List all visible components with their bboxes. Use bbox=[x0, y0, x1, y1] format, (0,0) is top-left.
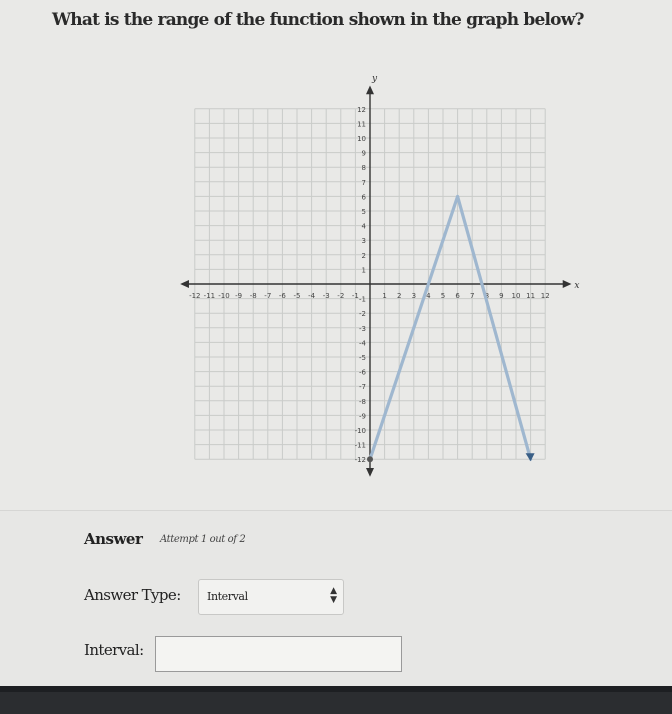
interval-input[interactable] bbox=[155, 636, 402, 672]
x-tick-label: 3 bbox=[411, 292, 417, 300]
x-tick-label: -8 bbox=[249, 292, 257, 300]
y-tick-label: -8 bbox=[359, 397, 366, 406]
y-tick-label: -6 bbox=[359, 368, 366, 377]
x-tick-label: 8 bbox=[484, 292, 490, 300]
y-tick-label: -4 bbox=[359, 339, 366, 348]
y-tick-label: 2 bbox=[361, 251, 366, 260]
x-tick-label: -9 bbox=[235, 292, 243, 300]
y-tick-label: 3 bbox=[361, 237, 366, 246]
y-tick-label: 12 bbox=[357, 105, 366, 114]
x-tick-label: 7 bbox=[469, 292, 475, 300]
x-tick-label: -12 bbox=[189, 292, 201, 300]
x-tick-label: -4 bbox=[308, 292, 316, 300]
x-tick-label: -1 bbox=[351, 292, 359, 300]
y-tick-label: 5 bbox=[361, 208, 366, 216]
attempt-counter: Attempt 1 out of 2 bbox=[160, 534, 246, 545]
answer-type-label: Answer Type: bbox=[84, 586, 181, 604]
x-tick-label: -6 bbox=[278, 292, 286, 300]
x-axis-arrow-icon bbox=[563, 280, 572, 288]
y-tick-label: -3 bbox=[359, 324, 366, 333]
x-tick-label: -3 bbox=[322, 292, 330, 300]
x-axis-label: x bbox=[574, 281, 580, 291]
y-axis-down-arrow-icon bbox=[366, 468, 374, 477]
y-tick-label: 10 bbox=[357, 135, 366, 143]
x-tick-label: -7 bbox=[264, 292, 272, 300]
y-axis-label: y bbox=[372, 74, 378, 85]
y-tick-label: -5 bbox=[359, 354, 366, 362]
y-tick-label: -2 bbox=[359, 310, 366, 319]
graph-svg bbox=[170, 70, 590, 490]
answer-type-select[interactable] bbox=[198, 579, 344, 615]
answer-type-value: Interval bbox=[207, 590, 248, 603]
interval-label: Interval: bbox=[84, 641, 144, 659]
y-tick-label: 1 bbox=[361, 266, 366, 275]
y-tick-label: 6 bbox=[361, 193, 366, 202]
y-tick-label: -9 bbox=[359, 412, 366, 421]
y-tick-label: -1 bbox=[359, 295, 366, 304]
y-tick-label: -11 bbox=[354, 441, 366, 450]
x-tick-label: -5 bbox=[293, 292, 301, 300]
y-tick-label: 7 bbox=[361, 178, 366, 187]
x-tick-label: 11 bbox=[526, 292, 536, 300]
end-arrow-icon bbox=[526, 453, 535, 461]
bottom-bar bbox=[0, 686, 672, 714]
question-text: What is the range of the function shown in the graph below? bbox=[52, 10, 584, 30]
y-tick-label: 9 bbox=[361, 149, 366, 158]
function-graph bbox=[170, 70, 590, 490]
y-tick-label: -10 bbox=[354, 427, 366, 435]
x-tick-label: -11 bbox=[203, 292, 216, 300]
x-tick-label: 4 bbox=[426, 292, 431, 300]
x-axis-left-arrow-icon bbox=[180, 280, 189, 288]
x-tick-label: 5 bbox=[440, 292, 446, 300]
select-arrows-icon: ▲ ▼ bbox=[330, 586, 337, 605]
x-tick-label: 10 bbox=[511, 292, 521, 300]
answer-panel bbox=[0, 510, 672, 687]
y-axis-arrow-icon bbox=[366, 85, 374, 94]
y-tick-label: -7 bbox=[359, 383, 366, 392]
answer-title: Answer bbox=[84, 530, 143, 548]
start-point-marker bbox=[367, 456, 373, 462]
x-tick-label: 1 bbox=[382, 292, 387, 300]
x-tick-label: 6 bbox=[455, 292, 460, 300]
x-tick-label: 2 bbox=[396, 292, 402, 300]
y-tick-label: -12 bbox=[354, 456, 366, 465]
x-tick-label: -10 bbox=[218, 292, 230, 300]
y-tick-label: 4 bbox=[361, 222, 366, 231]
x-tick-label: -2 bbox=[337, 292, 345, 300]
x-tick-label: 12 bbox=[540, 292, 550, 300]
x-tick-label: 9 bbox=[499, 292, 504, 300]
y-tick-label: 11 bbox=[357, 120, 366, 129]
y-tick-label: 8 bbox=[361, 164, 366, 173]
